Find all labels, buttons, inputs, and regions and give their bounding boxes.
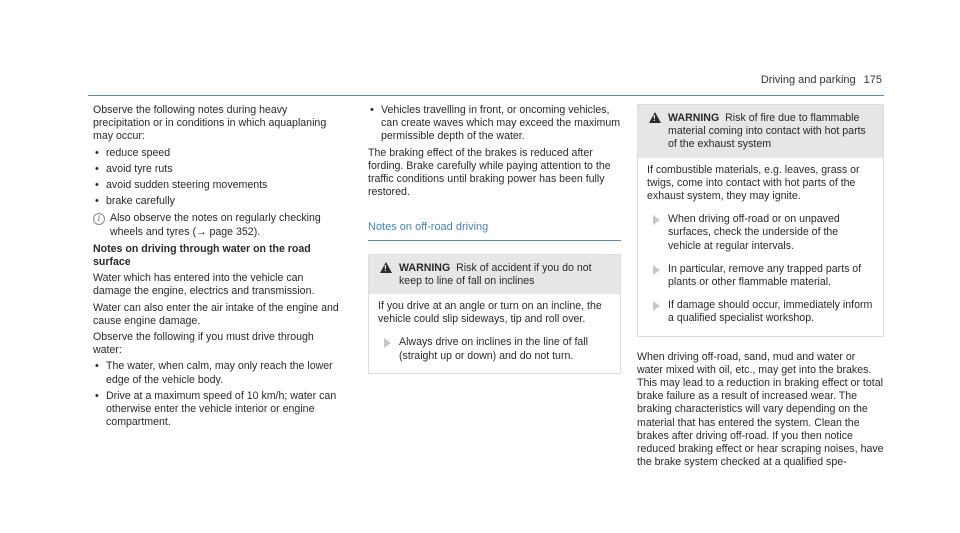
column-2 — [368, 104, 621, 384]
warning-label: WARNING — [668, 112, 720, 124]
water-list — [93, 360, 340, 429]
step-text: In particular, remove any trapped parts of plants or other flammable material. — [668, 262, 862, 289]
list-item: • avoid tyre ruts — [93, 163, 340, 176]
paragraph: When driving off-road, sand, mud and water or water mixed with oil, etc., may get into the brakes. This may lead to a reduction in braking effect or total brake failure as a result of increased wear. The braking characteristics will vary depending on the material that has entered the system. Clean the brakes after driving off-road. If you then notice reduced braking effect or hear scraping noises, have the brake system checked at a qualified spe- — [637, 350, 884, 469]
precipitation-list — [93, 147, 340, 209]
paragraph: The braking effect of the brakes is reduced after fording. Brake carefully while paying attention to the traffic conditions until braking power has been fully restored. — [368, 146, 611, 199]
paragraph: Water can also enter the air intake of the engine and cause engine damage. — [93, 301, 339, 327]
step-arrow-icon — [653, 215, 660, 225]
list-item: • Drive at a maximum speed of 10 km/h; water can otherwise enter the vehicle interior or engine compartment. — [93, 390, 340, 430]
step-arrow-icon — [653, 301, 660, 311]
warning-label: WARNING — [399, 261, 451, 274]
list-item: • brake carefully — [93, 195, 340, 208]
warning-text: If combustible materials, e.g. leaves, grass or twigs, come into contact with hot parts of the exhaust system, they may ignite. — [647, 163, 860, 203]
warning-header — [369, 255, 620, 294]
water-driving-heading: Notes on driving through water on the road surface — [93, 242, 311, 269]
page-number: 175 — [863, 74, 882, 86]
info-icon: i — [93, 213, 105, 225]
paragraph: Observe the following if you must drive through water: — [93, 331, 314, 357]
warning-box-accident — [368, 254, 621, 374]
step-text: When driving off-road or on unpaved surfaces, check the underside of the vehicle at regular intervals. — [668, 213, 840, 252]
column-3 — [637, 104, 884, 472]
warning-triangle-icon: ! — [380, 262, 392, 273]
warning-header — [638, 105, 883, 158]
step-item — [378, 336, 611, 362]
intro-paragraph: Observe the following notes during heavy precipitation or in conditions in which aquaplaning may occur: — [93, 104, 327, 143]
warning-box-fire — [637, 104, 884, 337]
warning-text: If you drive at an angle or turn on an incline, the vehicle could slip sideways, tip and roll over. — [378, 300, 602, 326]
step-arrow-icon — [653, 265, 660, 275]
warning-body — [369, 294, 620, 373]
warning-title: Risk of fire due to flammable material coming into contact with hot parts of the exhaust system — [668, 112, 866, 151]
waves-list — [368, 104, 621, 144]
step-text: If damage should occur, immediately inform a qualified specialist workshop. — [668, 299, 873, 325]
list-item: • Vehicles travelling in front, or oncoming vehicles, can create waves which may exceed the maximum permissible depth of the water. — [368, 104, 621, 144]
section-title: Driving and parking — [760, 74, 856, 86]
column-1 — [93, 104, 340, 432]
list-item: • The water, when calm, may only reach the lower edge of the vehicle body. — [93, 360, 340, 386]
list-item: • avoid sudden steering movements — [93, 179, 340, 192]
header-rule — [88, 95, 884, 96]
warning-body — [638, 158, 883, 336]
step-arrow-icon — [384, 338, 391, 348]
note-text[interactable]: Also observe the notes on regularly checking wheels and tyres (→ page 352). — [110, 212, 321, 238]
paragraph: Water which has entered into the vehicle can damage the engine, electrics and transmission. — [93, 272, 315, 298]
step-text: Always drive on inclines in the line of fall (straight up or down) and do not turn. — [399, 336, 589, 362]
step-item — [647, 299, 874, 325]
step-item — [647, 263, 874, 289]
warning-title: Risk of accident if you do not keep to line of fall on inclines — [399, 261, 592, 287]
offroad-section-heading: Notes on off-road driving — [368, 221, 621, 240]
page-header — [761, 74, 882, 87]
step-item — [647, 213, 874, 253]
list-item: • reduce speed — [93, 147, 340, 160]
info-note — [93, 212, 340, 238]
warning-triangle-icon: ! — [649, 112, 661, 123]
